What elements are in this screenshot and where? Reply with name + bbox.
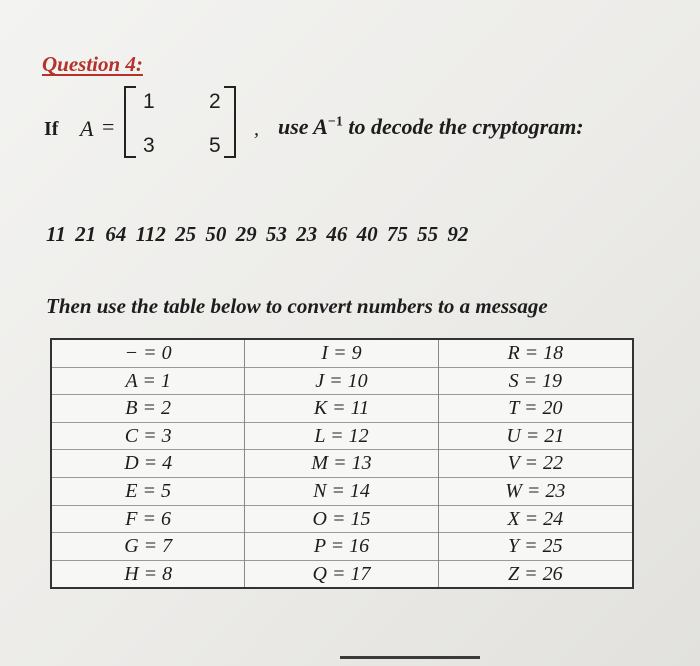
code-cell: U = 21	[439, 423, 632, 451]
bottom-edge-bar	[340, 656, 480, 659]
equals-sign: =	[102, 114, 115, 139]
matrix-entry-1-2: 2	[209, 90, 221, 113]
code-cell: X = 24	[439, 506, 632, 534]
code-cell: A = 1	[52, 368, 244, 396]
instruction-pre: use A	[278, 114, 328, 139]
matrix-entry-2-1: 3	[143, 134, 155, 157]
if-label: If	[44, 118, 59, 140]
code-cell: F = 6	[52, 506, 244, 534]
code-cell: I = 9	[245, 340, 437, 368]
code-cell: V = 22	[439, 450, 632, 478]
code-table	[50, 338, 634, 589]
decode-instruction	[278, 114, 584, 140]
cryptogram-numbers: 11 21 64 112 25 50 29 53 23 46 40 75 55 92	[46, 222, 469, 246]
instruction-post: to decode the cryptogram:	[342, 114, 584, 139]
code-cell: Y = 25	[439, 533, 632, 561]
table-intro: Then use the table below to convert numbers to a message	[46, 294, 548, 318]
code-cell: N = 14	[245, 478, 437, 506]
code-cell: H = 8	[124, 562, 173, 585]
code-cell: W = 23	[439, 478, 632, 506]
code-cell: M = 13	[245, 450, 437, 478]
matrix-right-bracket	[224, 86, 236, 158]
code-cell: B = 2	[52, 395, 244, 423]
code-column-2	[245, 340, 438, 587]
code-cell: K = 11	[245, 395, 437, 423]
matrix-comma: ,	[254, 118, 259, 140]
code-cell: Q = 17	[312, 562, 371, 585]
matrix-entry-1-1: 1	[143, 90, 155, 113]
question-title: Question 4:	[42, 52, 143, 76]
code-cell: S = 19	[439, 368, 632, 396]
code-column-3	[439, 340, 632, 587]
code-cell: R = 18	[439, 340, 632, 368]
code-cell: L = 12	[245, 423, 437, 451]
code-cell: D = 4	[52, 450, 244, 478]
code-cell: T = 20	[439, 395, 632, 423]
inverse-exponent: −1	[327, 114, 343, 130]
code-cell: Z = 26	[508, 562, 563, 585]
matrix-variable: A	[80, 116, 94, 141]
code-column-1	[52, 340, 245, 587]
matrix-left-bracket	[124, 86, 136, 158]
code-cell: O = 15	[245, 506, 437, 534]
code-cell: G = 7	[52, 533, 244, 561]
code-cell: C = 3	[52, 423, 244, 451]
matrix-entry-2-2: 5	[209, 134, 221, 157]
code-cell: − = 0	[52, 340, 244, 368]
code-cell: E = 5	[52, 478, 244, 506]
code-cell: P = 16	[245, 533, 437, 561]
code-cell: J = 10	[245, 368, 437, 396]
